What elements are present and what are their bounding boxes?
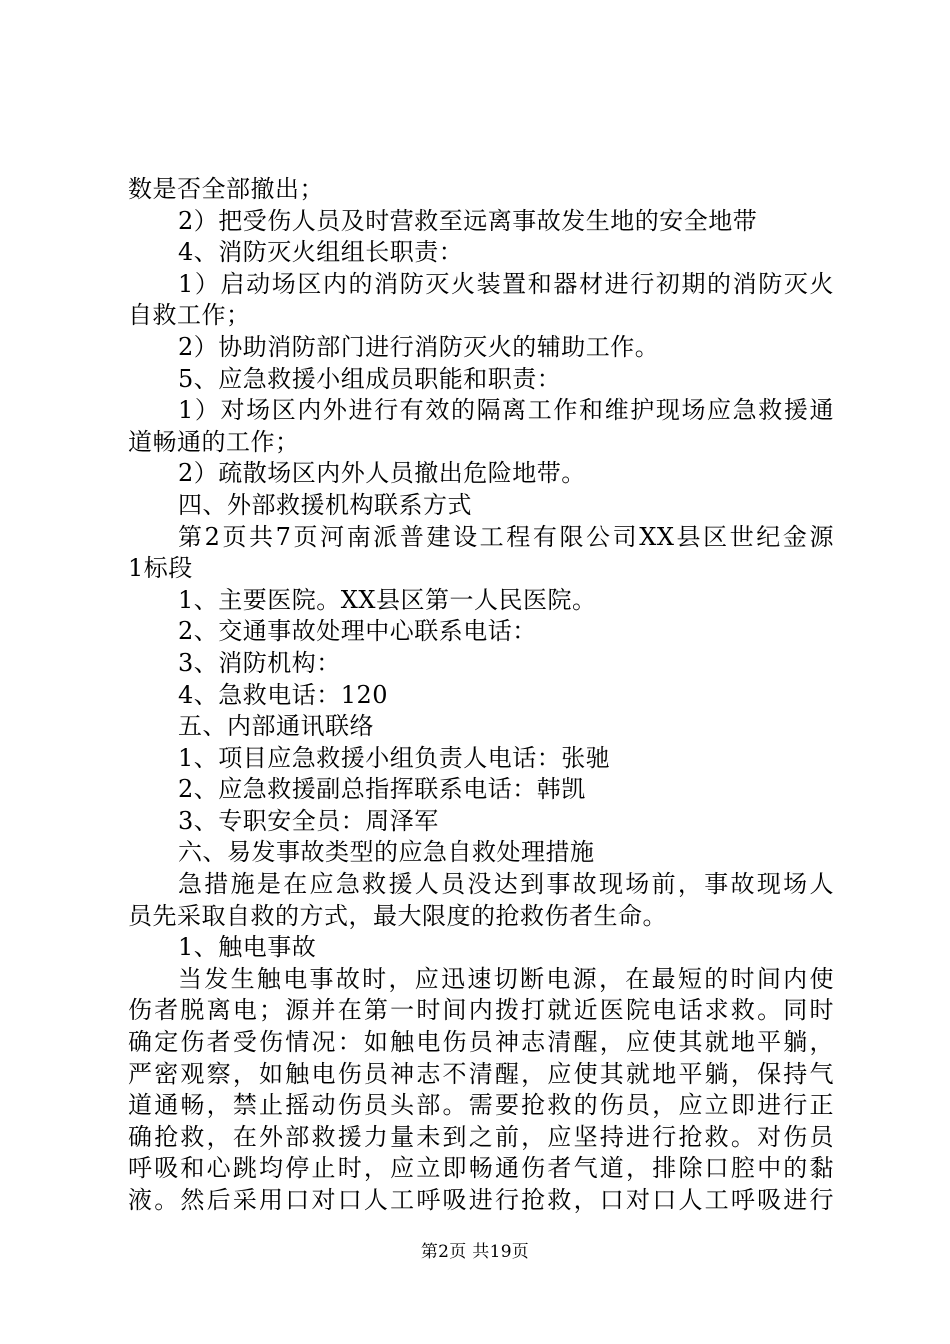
page-footer (0, 1240, 950, 1264)
text-line: 道畅通的工作； (128, 427, 300, 456)
text-line: 呼吸和心跳均停止时，应立即畅通伤者气道，排除口腔中的黏 (128, 1154, 834, 1183)
text-line: 3、专职安全员：周泽军 (178, 806, 439, 835)
text-line: 4、急救电话：120 (178, 680, 389, 709)
text-line: 确定伤者受伤情况：如触电伤员神志清醒，应使其就地平躺， (128, 1028, 834, 1057)
text-line: 当发生触电事故时，应迅速切断电源，在最短的时间内使 (178, 964, 834, 993)
text-line: 确抢救，在外部救援力量未到之前，应坚持进行抢救。对伤员 (128, 1122, 834, 1151)
text-line: 2）疏散场区内外人员撤出危险地带。 (178, 459, 586, 488)
text-line: 3、消防机构： (178, 648, 341, 677)
text-line: 1、项目应急救援小组负责人电话：张驰 (178, 743, 611, 772)
section-heading: 四、外部救援机构联系方式 (178, 490, 472, 519)
text-line: 数是否全部撤出； (128, 175, 324, 203)
text-line: 1、主要医院。XX县区第一人民医院。 (178, 585, 597, 614)
text-line: 员先采取自救的方式，最大限度的抢救伤者生命。 (128, 901, 667, 930)
text-line: 自救工作； (128, 301, 251, 330)
section-heading: 六、易发事故类型的应急自救处理措施 (178, 838, 595, 867)
text-line: 2、应急救援副总指挥联系电话：韩凯 (178, 775, 586, 804)
document-body (128, 174, 834, 1217)
text-line: 2）把受伤人员及时营救至远离事故发生地的安全地带 (178, 206, 758, 235)
text-line: 1标段 (128, 554, 193, 583)
section-heading: 1、触电事故 (178, 933, 317, 962)
section-heading: 5、应急救援小组成员职能和职责： (178, 364, 562, 393)
text-line: 1）对场区内外进行有效的隔离工作和维护现场应急救援通 (178, 396, 834, 425)
text-line: 2）协助消防部门进行消防灭火的辅助工作。 (178, 332, 660, 361)
text-line: 1）启动场区内的消防灭火装置和器材进行初期的消防灭火 (178, 269, 834, 298)
text-line: 伤者脱离电；源并在第一时间内拨打就近医院电话求救。同时 (128, 996, 834, 1025)
text-line: 2、交通事故处理中心联系电话： (178, 617, 537, 646)
text-line: 严密观察，如触电伤员神志不清醒，应使其就地平躺，保持气 (128, 1059, 834, 1088)
text-line: 第2页共7页河南派普建设工程有限公司XX县区世纪金源 (178, 522, 834, 551)
text-line: 液。然后采用口对口人工呼吸进行抢救，口对口人工呼吸进行 (128, 1186, 834, 1214)
page-number-label: 第2页 共19页 (420, 1242, 530, 1262)
section-heading: 4、消防灭火组组长职责： (178, 238, 464, 267)
text-line: 道通畅，禁止摇动伤员头部。需要抢救的伤员，应立即进行正 (128, 1091, 834, 1120)
text-line: 急措施是在应急救援人员没达到事故现场前，事故现场人 (178, 870, 834, 899)
section-heading: 五、内部通讯联络 (178, 712, 374, 741)
